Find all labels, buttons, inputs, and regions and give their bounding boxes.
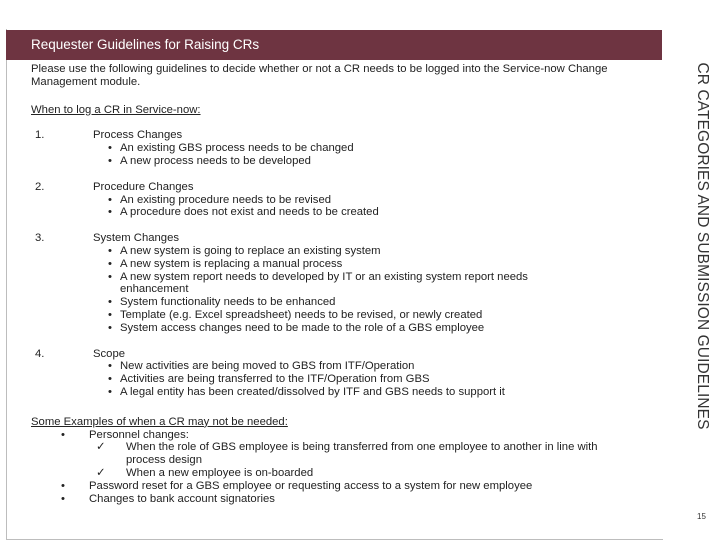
list-item: • Password reset for a GBS employee or requesting access to a system for new employee [61,480,651,493]
examples-list [31,429,651,506]
list-item: • A legal entity has been created/dissolved by ITF and GBS needs to support it [108,386,651,399]
content-area [31,63,651,505]
when-heading: When to log a CR in Service-now: [31,103,201,116]
section-scope [31,348,651,399]
list-item: • Activities are being transferred to the ITF/Operation from GBS [108,373,651,386]
section-system-changes [31,232,651,334]
list-item: • A new system is replacing a manual process [108,258,588,271]
intro-text: Please use the following guidelines to decide whether or not a CR needs to be logged into the Service-now Change Management module. [31,63,608,88]
page-number: 15 [697,512,706,521]
section-procedure-changes [31,181,651,219]
list-item: • An existing GBS process needs to be changed [108,142,651,155]
side-title-text: CR CATEGORIES AND SUBMISSION GUIDELINES [694,62,711,430]
list-item: • System access changes need to be made to the role of a GBS employee [108,322,588,335]
section-number: 3. [35,232,45,245]
section-title: Scope [93,347,126,360]
section-process-changes [31,129,651,167]
list-item: • Changes to bank account signatories [61,493,651,506]
check-item: ✓ When the role of GBS employee is being transferred from one employee to another in line with process design [96,441,626,467]
list-item: • Template (e.g. Excel spreadsheet) needs to be revised, or newly created [108,309,588,322]
check-item: ✓ When a new employee is on-boarded [96,467,626,480]
list-item: • An existing procedure needs to be revised [108,194,651,207]
personnel-label: Personnel changes: [89,428,189,441]
side-title [682,30,720,462]
list-item: • A procedure does not exist and needs to be created [108,206,651,219]
examples-heading: Some Examples of when a CR may not be needed: [31,415,288,428]
section-number: 2. [35,180,45,193]
page-title: Requester Guidelines for Raising CRs [6,30,662,60]
list-item: • A new process needs to be developed [108,155,651,168]
list-item: • A new system is going to replace an existing system [108,245,588,258]
section-number: 1. [35,129,45,142]
section-number: 4. [35,347,45,360]
section-title: Process Changes [93,129,183,142]
list-item: • System functionality needs to be enhanced [108,296,588,309]
list-item [61,429,651,480]
list-item: • A new system report needs to developed by IT or an existing system report needs enhancement [108,271,588,297]
list-item: • New activities are being moved to GBS from ITF/Operation [108,360,651,373]
section-title: System Changes [93,232,180,245]
section-title: Procedure Changes [93,180,194,193]
